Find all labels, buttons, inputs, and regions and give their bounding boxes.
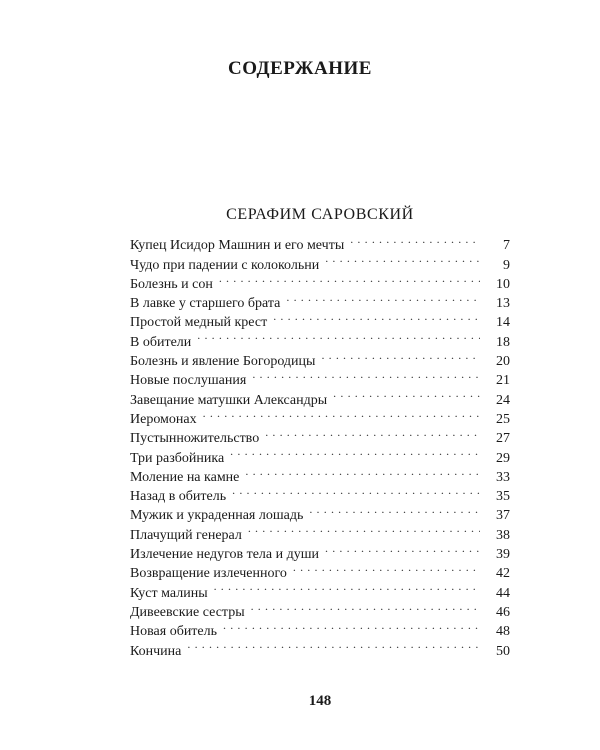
dot-leader (248, 519, 480, 538)
toc-entry-title: Болезнь и явление Богородицы (130, 354, 316, 370)
toc-entry-title: Мужик и украденная лошадь (130, 508, 304, 524)
toc-entry-title: Моление на камне (130, 469, 240, 485)
toc-entry-title: Пустынножительство (130, 431, 260, 447)
dot-leader (223, 616, 480, 635)
dot-leader (293, 558, 480, 577)
section-title: СЕРАФИМ САРОВСКИЙ (226, 206, 414, 223)
toc-entry (130, 230, 510, 254)
toc-entry-title: Кончина (130, 643, 182, 659)
toc-entry-page: 25 (496, 411, 510, 427)
toc-entry-title: Плачущий генерал (130, 527, 242, 543)
toc-entry (130, 635, 510, 659)
toc-entry-title: Завещание матушки Александры (130, 392, 328, 408)
toc-entry-page: 50 (496, 643, 510, 659)
dot-leader (309, 500, 480, 519)
toc-entry-page: 24 (496, 392, 510, 408)
dot-leader (230, 442, 480, 461)
dot-leader (321, 346, 480, 365)
toc-entry-title: Купец Исидор Машнин и его мечты (130, 238, 345, 254)
dot-leader (245, 462, 480, 481)
toc-entry-page: 9 (503, 257, 510, 273)
dot-leader (214, 577, 480, 596)
toc-entry-title: Новая обитель (130, 624, 218, 640)
toc-entry-page: 39 (496, 547, 510, 563)
dot-leader (325, 249, 480, 268)
toc-entry-page: 20 (496, 354, 510, 370)
toc-entry-title: Дивеевские сестры (130, 604, 245, 620)
dot-leader (219, 269, 480, 288)
toc-entry-page: 18 (496, 334, 510, 350)
toc-entry-page: 37 (496, 508, 510, 524)
page-title: СОДЕРЖАНИЕ (228, 58, 372, 79)
toc-entry-title: Излечение недугов тела и души (130, 547, 320, 563)
toc-entry-title: В лавке у старшего брата (130, 296, 281, 312)
toc-entry-page: 27 (496, 431, 510, 447)
dot-leader (252, 365, 480, 384)
toc-entry-title: В обители (130, 334, 192, 350)
dot-leader (350, 230, 480, 249)
toc-entry-title: Болезнь и сон (130, 276, 213, 292)
toc-entry-page: 48 (496, 624, 510, 640)
dot-leader (187, 635, 480, 654)
toc-entry-page: 10 (496, 276, 510, 292)
toc-entry-page: 13 (496, 296, 510, 312)
toc-entry-page: 42 (496, 566, 510, 582)
toc-entry-title: Чудо при падении с колокольни (130, 257, 320, 273)
page-number: 148 (308, 693, 332, 709)
dot-leader (273, 307, 480, 326)
toc-entry-title: Три разбойника (130, 450, 225, 466)
toc-entry-page: 14 (496, 315, 510, 331)
toc-entry-page: 33 (496, 469, 510, 485)
table-of-contents (130, 230, 510, 659)
toc-entry-page: 29 (496, 450, 510, 466)
toc-entry-title: Иеромонах (130, 411, 197, 427)
toc-entry-page: 38 (496, 527, 510, 543)
dot-leader (203, 404, 480, 423)
dot-leader (286, 288, 480, 307)
dot-leader (265, 423, 480, 442)
dot-leader (333, 384, 480, 403)
dot-leader (325, 539, 480, 558)
toc-entry-title: Куст малины (130, 585, 208, 601)
toc-entry-page: 35 (496, 489, 510, 505)
dot-leader (251, 597, 480, 616)
toc-entry-page: 46 (496, 604, 510, 620)
toc-entry-title: Новые послушания (130, 373, 247, 389)
toc-entry-page: 44 (496, 585, 510, 601)
toc-entry-title: Простой медный крест (130, 315, 268, 331)
dot-leader (232, 481, 480, 500)
toc-entry-title: Возвращение излеченного (130, 566, 287, 582)
toc-entry-title: Назад в обитель (130, 489, 227, 505)
toc-entry-page: 21 (496, 373, 510, 389)
toc-entry-page: 7 (503, 238, 510, 254)
dot-leader (197, 326, 480, 345)
